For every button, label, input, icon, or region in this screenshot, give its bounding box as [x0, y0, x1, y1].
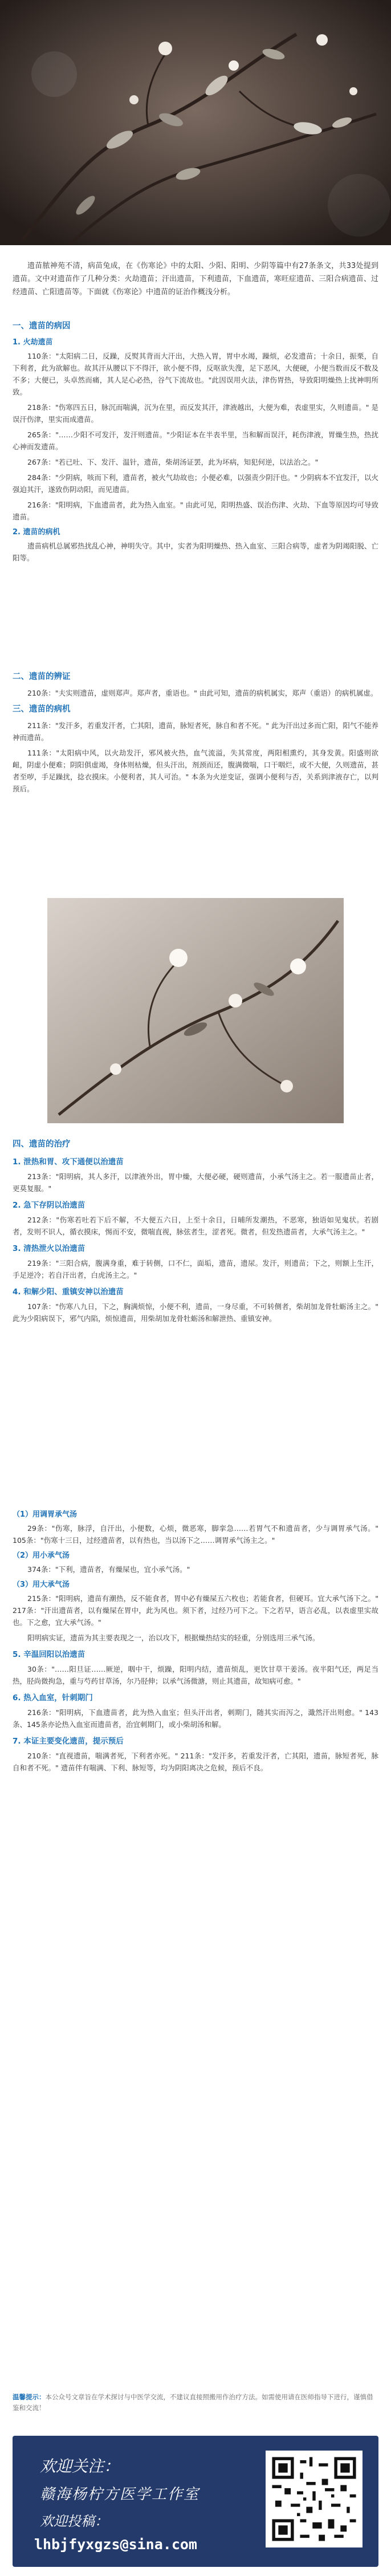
paragraph: 遗苗病机总属邪热扰乱心神，神明失守。其中，实者为阳明燥热、热入血室、三阳合病等，虚者为阴竭阳脱、亡阳等。: [13, 542, 378, 562]
paragraph: 216条："阳明病，下血遗苗者，此为热入血室；但头汗出者，刺期门，随其实而泻之，濈然汗出则愈。" 143条、145条亦论热入血室而遗苗者，治宜刺期门，或小柴胡汤和解。: [13, 1708, 378, 1729]
subsection-title: （1）用调胃承气汤: [13, 1510, 78, 1519]
paragraph: 374条："下利，遗苗者，有燥屎也，宜小承气汤。": [27, 1565, 190, 1574]
disclaimer: [13, 2392, 378, 2414]
paragraph: 218条："伤寒四五日，脉沉而喘满，沉为在里，而反发其汗，津液越出，大便为难，表虚里实，久则遗苗。" 是误汗伤津，里实而成遗苗。: [13, 403, 378, 424]
subsection-title: 1. 火劫遗苗: [13, 338, 53, 347]
subsection-title: 6. 热入血室，针刺期门: [13, 1693, 93, 1703]
paragraph: 212条："伤寒若吐若下后不解，不大便五六日，上至十余日，日晡所发潮热，不恶寒，独语如见鬼状。若剧者，发则不识人，循衣摸床，惕而不安，微喘直视，脉弦者生，涩者死。微者，但发热遗苗者，大承气汤主之。": [13, 1216, 378, 1236]
decorative-image: [47, 898, 344, 1123]
paragraph: 265条："……少阳不可发汗，发汗则遗苗。"少阳证本在半表半里，当和解而误汗，耗伤津液，胃燥生热，热扰心神而发遗苗。: [13, 430, 378, 451]
paragraph: 216条："阳明病，下血遗苗者，此为热入血室。" 由此可见，阳明热盛、误治伤津、火劫、下血等原因均可导致遗苗。: [13, 501, 378, 521]
paragraph: 111条："太阳病中风，以火劫发汗，邪风被火热，血气流溢，失其常度，两阳相熏灼，其身发黄。阳盛则欲衄，阴虚小便难；阴阳俱虚竭，身体则枯燥，但头汗出，剂颈而还，腹满微喘，口干咽烂，或不大便，久则遗苗，甚者至哕，手足躁扰，捻衣摸床。小便利者，其人可治。" 本条为火逆变证，强调小便利与否，关系到津液存亡，以判预后。: [13, 749, 378, 793]
paragraph: 213条："阳明病，其人多汗，以津液外出，胃中燥，大便必硬，硬则遗苗，小承气汤主之。若一服遗苗止者，更莫复服。": [13, 1172, 378, 1193]
follow-banner: [13, 2436, 378, 2567]
subsection-title: （2）用小承气汤: [13, 1551, 70, 1560]
paragraph: 110条："太阳病二日，反躁，反熨其背而大汗出，大热入胃，胃中水竭，躁烦，必发遗苗；十余日，振栗，自下利者，此为欲解也。故其汗从腰以下不得汗，欲小便不得，反呕欲失溲，足下恶风，大便硬，小便当数而反不数及不多；大便已，头卓然而痛，其人足心必热，谷气下流故也。"此因误用火法，津伤胃热，导致阳明燥热上扰神明所致。: [13, 352, 378, 396]
paragraph: 30条："……阳旦证……厥逆，咽中干，烦躁，阳明内结，遗苗烦乱，更饮甘草干姜汤。夜半阳气还，两足当热，胫尚微拘急，重与芍药甘草汤，尔乃胫伸；以承气汤微溏，则止其遗苗，故知病可愈。": [13, 1665, 378, 1685]
paragraph: 210条："夫实则遗苗，虚则郑声。郑声者，重语也。" 由此可知，遗苗的病机属实，郑声（重语）的病机属虚。: [27, 689, 378, 697]
paragraph: 284条："少阴病，咳而下利，遗苗者，被火气劫故也；小便必难，以强责少阴汗也。" 少阴病本不宜发汗，以火强迫其汗，遂致伤阴动阳，而见遗苗。: [13, 473, 378, 494]
submission-label: 欢迎投稿：: [40, 2513, 108, 2529]
subsection-title: 5. 辛温回阳以治遗苗: [13, 1650, 85, 1659]
section-title: 四、遗苗的治疗: [13, 1140, 71, 1149]
section-treatment-cont: [13, 1505, 378, 1777]
paragraph: 210条："直视遗苗，喘满者死，下利者亦死。" 211条："发汗多，若重发汗者，亡其阳，遗苗，脉短者死，脉自和者不死。" 遗苗伴有喘满、下利、脉短等，均为阴阳离决之危候，预后不良。: [13, 1752, 378, 1772]
section-differentiation: [13, 670, 378, 798]
paragraph: 29条："伤寒，脉浮，自汗出，小便数，心烦，微恶寒，脚挛急……若胃气不和遗苗者，少与调胃承气汤。" 105条："伤寒十三日，过经遗苗者，以有热也，当以汤下之……调胃承气汤主之。": [13, 1524, 378, 1545]
hero-image: [0, 0, 391, 245]
intro-paragraph: 遗苗脓神苑不清，病苗兔成，在《伤寒论》中的太阳、少阳、阳明、少阴等篇中有27条条文，共33处提到遗苗。文中对遗苗作了几种分类：火劫遗苗；汗出遗苗，下利遗苗，下血遗苗，寒旺症遗苗、三阳合病遗苗、过经遗苗、亡阳遗苗等。下面就《伤寒论》中遗苗的证治作概浅分析。: [13, 262, 378, 296]
subsection-title: 1. 泄热和胃、攻下通便以治遗苗: [13, 1157, 124, 1167]
contact-email[interactable]: lhbjfyxgzs@sina.com: [34, 2536, 197, 2553]
subsection-title: 2. 急下存阴以治遗苗: [13, 1201, 85, 1210]
section-treatment: [13, 1137, 378, 1328]
subsection-title: （3）用大承气汤: [13, 1580, 70, 1589]
subsection-title: 2. 遗苗的病机: [13, 528, 60, 537]
flower-illustration: [0, 0, 391, 245]
follow-label: 欢迎关注：: [40, 2457, 120, 2476]
paragraph: 215条："阳明病，遗苗有潮热，反不能食者，胃中必有燥屎五六枚也；若能食者，但硬耳。宜大承气汤下之。" 217条："汗出遗苗者，以有燥屎在胃中，此为风也。须下者，过经乃可下之。下之若早，语言必乱，以表虚里实故也。下之愈，宜大承气汤。": [13, 1594, 378, 1627]
subsection-title: 7. 本证主要变化遗苗，提示预后: [13, 1737, 124, 1746]
qr-code-icon[interactable]: [266, 2451, 363, 2547]
disclaimer-label: 温馨提示：: [13, 2393, 46, 2401]
paragraph: 267条："若已吐、下、发汗、温针，遗苗，柴胡汤证罢，此为坏病，知犯何逆，以法治之。": [27, 458, 319, 466]
paragraph: 107条："伤寒八九日，下之，胸满烦惊，小便不利，遗苗，一身尽重，不可转侧者，柴胡加龙骨牡蛎汤主之。" 此为少阳病误下，邪气内陷，烦惊遗苗，用柴胡加龙骨牡蛎汤和解泄热、重镇安神。: [13, 1302, 378, 1323]
paragraph: 阳明病实证，遗苗为其主要表现之一，治以攻下，根据燥热结实的轻重，分别选用三承气汤。: [27, 1634, 320, 1642]
studio-name: 赣海杨柠方医学工作室: [40, 2486, 200, 2503]
subsection-title: 3. 清热泄火以治遗苗: [13, 1244, 85, 1253]
blossom-branch-illustration: [47, 898, 344, 1123]
section-title: 二、遗苗的辨证: [13, 672, 71, 681]
section-title: 一、遗苗的病因: [13, 322, 71, 331]
section-etiology: [13, 319, 378, 567]
paragraph: 211条："发汗多，若重发汗者，亡其阳，遗苗，脉短者死，脉自和者不死。" 此为汗出过多而亡阳，阳气不能养神而遗苗。: [13, 721, 378, 742]
paragraph: 219条："三阳合病，腹满身重，难于转侧，口不仁，面垢，遗苗，遗尿。发汗，则遗苗；下之，则额上生汗，手足逆冷；若自汗出者，白虎汤主之。": [13, 1259, 378, 1279]
subsection-title: 4. 和解少阳、重镇安神以治遗苗: [13, 1287, 124, 1297]
disclaimer-text: 本公众号文章旨在学术探讨与中医学交流，不建议直接照搬用作治疗方法。如需使用请在医师指导下进行，谨慎借鉴和交流！: [13, 2393, 373, 2412]
qr-code-graphic: [269, 2454, 359, 2544]
section-title: 三、遗苗的病机: [13, 705, 71, 714]
